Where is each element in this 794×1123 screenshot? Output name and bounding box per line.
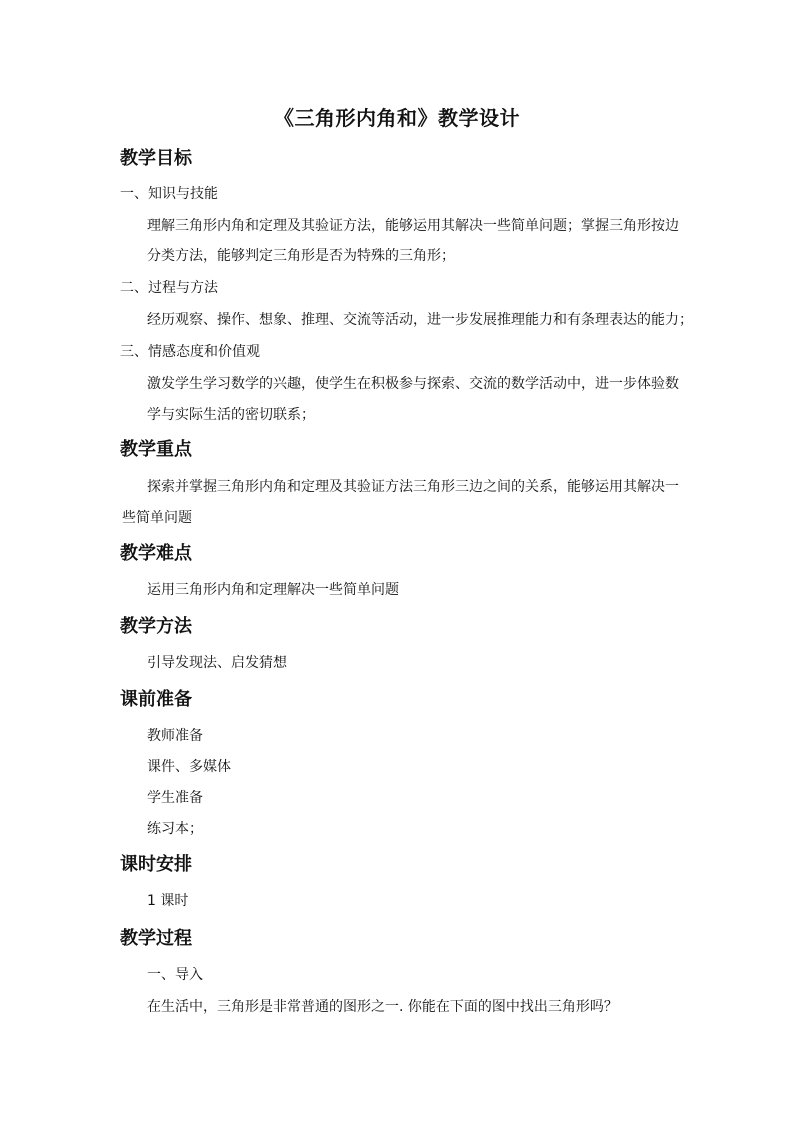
- section-heading-goals: 教学目标: [120, 148, 192, 169]
- keypoints-line-2: 些简单问题: [122, 510, 192, 526]
- goals-knowledge-line-2: 分类方法，能够判定三角形是否为特殊的三角形；: [147, 248, 455, 264]
- goals-attitude-line-1: 激发学生学习数学的兴趣，使学生在积极参与探索、交流的数学活动中，进一步体验数: [147, 376, 679, 392]
- difficulties-line-1: 运用三角形内角和定理解决一些简单问题: [147, 582, 399, 598]
- process-intro-line-1: 在生活中，三角形是非常普通的图形之一. 你能在下面的图中找出三角形吗？: [147, 999, 618, 1015]
- process-subheading-intro: 一、导入: [147, 967, 203, 983]
- goals-subheading-process: 二、过程与方法: [120, 280, 218, 296]
- section-heading-difficulties: 教学难点: [120, 543, 192, 564]
- methods-line-1: 引导发现法、启发猜想: [147, 655, 287, 671]
- goals-subheading-knowledge: 一、知识与技能: [120, 186, 218, 202]
- schedule-line-1: 1 课时: [147, 893, 189, 909]
- section-heading-methods: 教学方法: [120, 616, 192, 637]
- document-title: 《三角形内角和》教学设计: [274, 106, 520, 130]
- goals-subheading-attitude: 三、情感态度和价值观: [120, 344, 260, 360]
- preparation-teacher-label: 教师准备: [147, 728, 203, 744]
- section-heading-keypoints: 教学重点: [120, 439, 192, 460]
- preparation-student-label: 学生准备: [147, 790, 203, 806]
- preparation-student-items: 练习本；: [147, 821, 203, 837]
- preparation-teacher-items: 课件、多媒体: [147, 759, 231, 775]
- goals-knowledge-line-1: 理解三角形内角和定理及其验证方法，能够运用其解决一些简单问题；掌握三角形按边: [147, 218, 679, 234]
- keypoints-line-1: 探索并掌握三角形内角和定理及其验证方法三角形三边之间的关系，能够运用其解决一: [147, 479, 679, 495]
- section-heading-process: 教学过程: [120, 928, 192, 949]
- section-heading-schedule: 课时安排: [120, 854, 192, 875]
- goals-process-line-1: 经历观察、操作、想象、推理、交流等活动，进一步发展推理能力和有条理表达的能力；: [147, 312, 693, 328]
- goals-attitude-line-2: 学与实际生活的密切联系；: [147, 407, 315, 423]
- section-heading-preparation: 课前准备: [120, 689, 192, 710]
